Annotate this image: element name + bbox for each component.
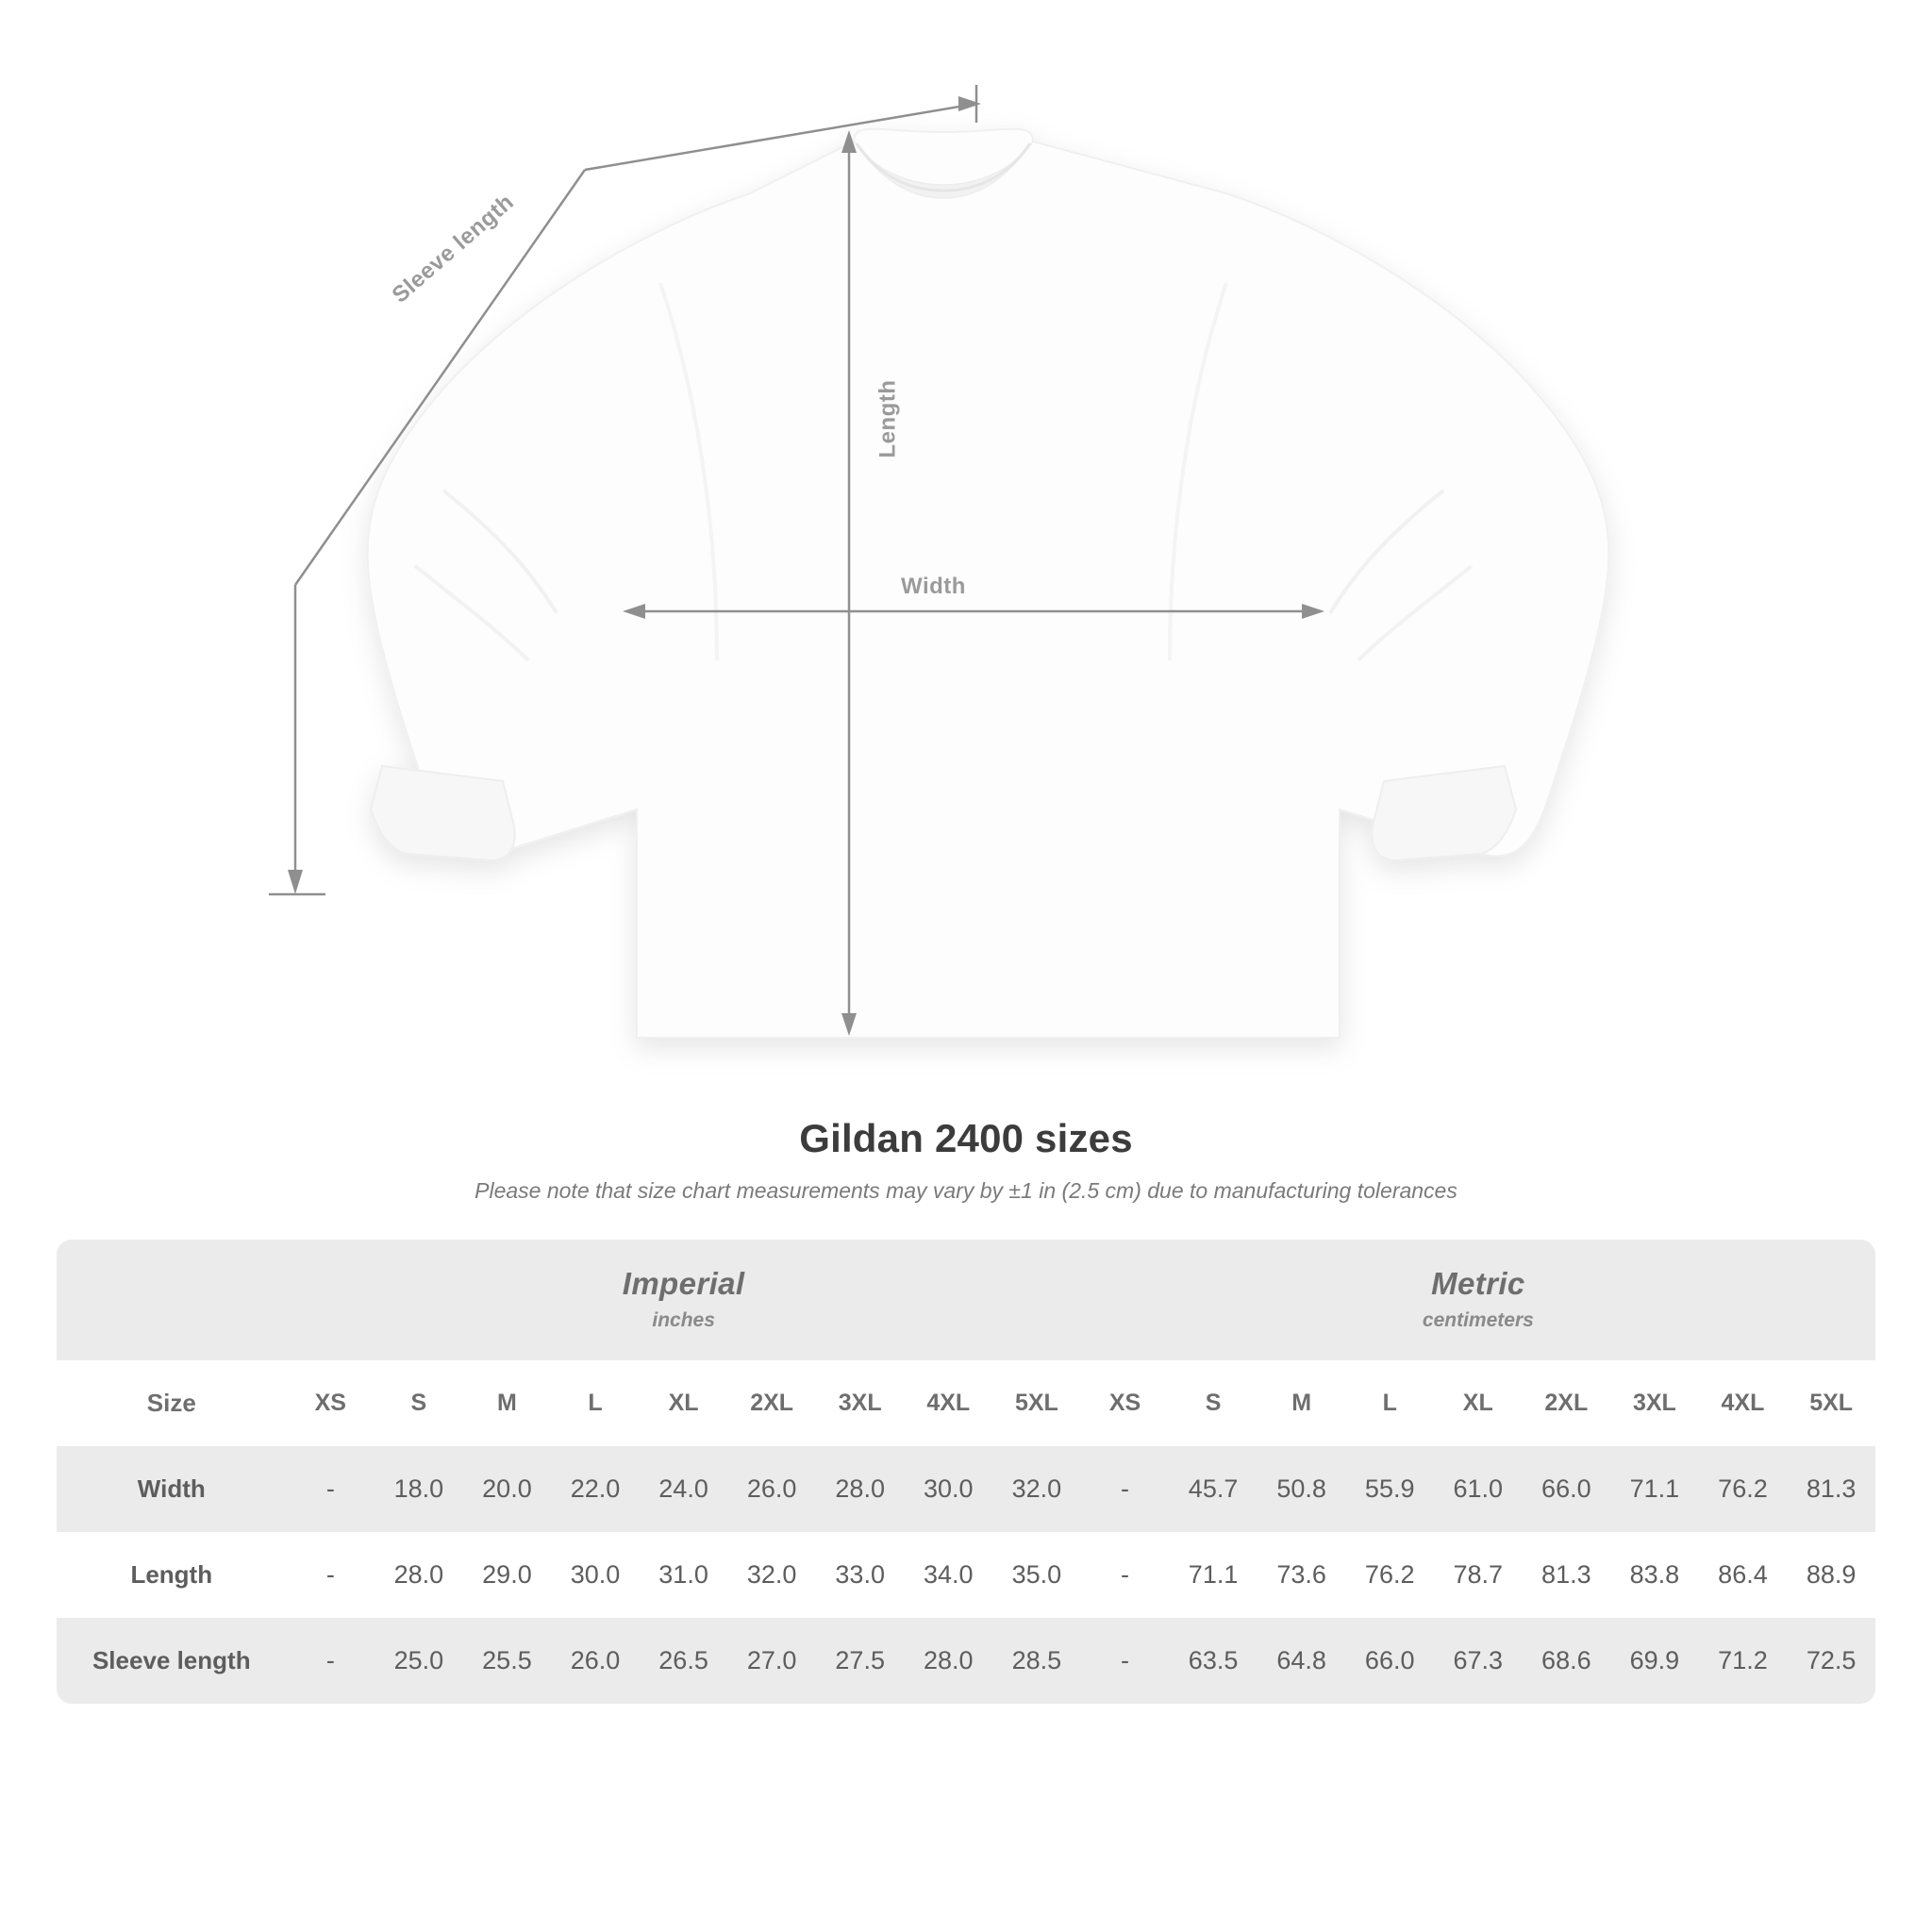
cell-sleeve-metric-l: 66.0 [1345,1618,1434,1704]
cell-length-metric-xs: - [1081,1532,1170,1618]
cell-length-metric-l: 76.2 [1345,1532,1434,1618]
unit-imperial-name: Imperial [622,1266,745,1301]
unit-imperial [287,1240,1081,1360]
header-imperial-4xl: 4XL [904,1360,992,1446]
header-metric-3xl: 3XL [1610,1360,1699,1446]
header-size-label: Size [57,1360,287,1446]
header-imperial-m: M [463,1360,552,1446]
cell-length-metric-5xl: 88.9 [1787,1532,1875,1618]
cell-width-metric-xl: 61.0 [1434,1446,1523,1532]
header-metric-2xl: 2XL [1523,1360,1611,1446]
size-header-row [57,1360,1875,1446]
unit-metric-name: Metric [1431,1266,1525,1301]
cell-sleeve-metric-xs: - [1081,1618,1170,1704]
unit-metric-sub: centimeters [1422,1309,1534,1331]
row-label-length: Length [57,1532,287,1618]
cell-width-metric-4xl: 76.2 [1699,1446,1788,1532]
table-row [57,1532,1875,1618]
size-table [57,1240,1875,1704]
cell-sleeve-imperial-l: 26.0 [551,1618,640,1704]
cell-sleeve-metric-5xl: 72.5 [1787,1618,1875,1704]
header-imperial-xl: XL [640,1360,728,1446]
cell-width-imperial-l: 22.0 [551,1446,640,1532]
cell-length-imperial-xl: 31.0 [640,1532,728,1618]
cell-width-imperial-4xl: 30.0 [904,1446,992,1532]
cell-length-metric-m: 73.6 [1257,1532,1346,1618]
table-row [57,1446,1875,1532]
header-imperial-5xl: 5XL [992,1360,1081,1446]
cell-sleeve-imperial-2xl: 27.0 [727,1618,816,1704]
cell-length-imperial-m: 29.0 [463,1532,552,1618]
cell-width-imperial-xs: - [287,1446,375,1532]
cell-sleeve-metric-xl: 67.3 [1434,1618,1523,1704]
cell-sleeve-imperial-xl: 26.5 [640,1618,728,1704]
cell-length-metric-4xl: 86.4 [1699,1532,1788,1618]
cell-length-metric-s: 71.1 [1169,1532,1257,1618]
unit-spacer [57,1240,287,1360]
size-table-wrapper [57,1240,1875,1704]
cell-sleeve-imperial-xs: - [287,1618,375,1704]
table-row [57,1618,1875,1704]
cell-width-metric-s: 45.7 [1169,1446,1257,1532]
cell-sleeve-metric-s: 63.5 [1169,1618,1257,1704]
table-head [57,1240,1875,1446]
header-metric-5xl: 5XL [1787,1360,1875,1446]
header-metric-s: S [1169,1360,1257,1446]
cell-length-imperial-l: 30.0 [551,1532,640,1618]
header-metric-m: M [1257,1360,1346,1446]
cell-sleeve-imperial-m: 25.5 [463,1618,552,1704]
cell-sleeve-metric-4xl: 71.2 [1699,1618,1788,1704]
cell-width-imperial-xl: 24.0 [640,1446,728,1532]
shirt-shape [368,129,1609,1038]
row-label-width: Width [57,1446,287,1532]
header-imperial-xs: XS [287,1360,375,1446]
label-width: Width [901,574,966,599]
unit-metric [1081,1240,1875,1360]
row-label-sleeve-length: Sleeve length [57,1618,287,1704]
header-imperial-3xl: 3XL [816,1360,905,1446]
header-imperial-l: L [551,1360,640,1446]
cell-width-metric-3xl: 71.1 [1610,1446,1699,1532]
cell-sleeve-imperial-s: 25.0 [375,1618,463,1704]
header-imperial-2xl: 2XL [727,1360,816,1446]
header-metric-4xl: 4XL [1699,1360,1788,1446]
cell-length-metric-3xl: 83.8 [1610,1532,1699,1618]
cell-sleeve-imperial-4xl: 28.0 [904,1618,992,1704]
cell-length-imperial-xs: - [287,1532,375,1618]
cell-sleeve-imperial-3xl: 27.5 [816,1618,905,1704]
cell-length-metric-xl: 78.7 [1434,1532,1523,1618]
label-sleeve-length: Sleeve length [387,189,519,308]
cell-sleeve-metric-2xl: 68.6 [1523,1618,1611,1704]
cell-sleeve-metric-3xl: 69.9 [1610,1618,1699,1704]
cell-width-metric-m: 50.8 [1257,1446,1346,1532]
cell-width-imperial-5xl: 32.0 [992,1446,1081,1532]
cell-width-metric-l: 55.9 [1345,1446,1434,1532]
title-block [0,1116,1932,1204]
page-title: Gildan 2400 sizes [799,1116,1133,1160]
cell-length-imperial-5xl: 35.0 [992,1532,1081,1618]
cell-length-imperial-4xl: 34.0 [904,1532,992,1618]
cell-width-imperial-3xl: 28.0 [816,1446,905,1532]
cell-width-metric-2xl: 66.0 [1523,1446,1611,1532]
cell-width-metric-5xl: 81.3 [1787,1446,1875,1532]
header-metric-xl: XL [1434,1360,1523,1446]
label-length: Length [874,379,901,458]
cell-width-imperial-2xl: 26.0 [727,1446,816,1532]
cell-sleeve-imperial-5xl: 28.5 [992,1618,1081,1704]
cell-width-imperial-m: 20.0 [463,1446,552,1532]
cell-width-metric-xs: - [1081,1446,1170,1532]
header-metric-l: L [1345,1360,1434,1446]
cell-length-imperial-3xl: 33.0 [816,1532,905,1618]
cell-length-imperial-s: 28.0 [375,1532,463,1618]
cell-length-imperial-2xl: 32.0 [727,1532,816,1618]
header-imperial-s: S [375,1360,463,1446]
header-metric-xs: XS [1081,1360,1170,1446]
table-body [57,1446,1875,1704]
tolerance-note: Please note that size chart measurements may vary by ±1 in (2.5 cm) due to manufacturing tolerances [475,1178,1457,1203]
cell-sleeve-metric-m: 64.8 [1257,1618,1346,1704]
unit-imperial-sub: inches [652,1309,715,1331]
unit-header-row [57,1240,1875,1360]
cell-width-imperial-s: 18.0 [375,1446,463,1532]
cell-length-metric-2xl: 81.3 [1523,1532,1611,1618]
